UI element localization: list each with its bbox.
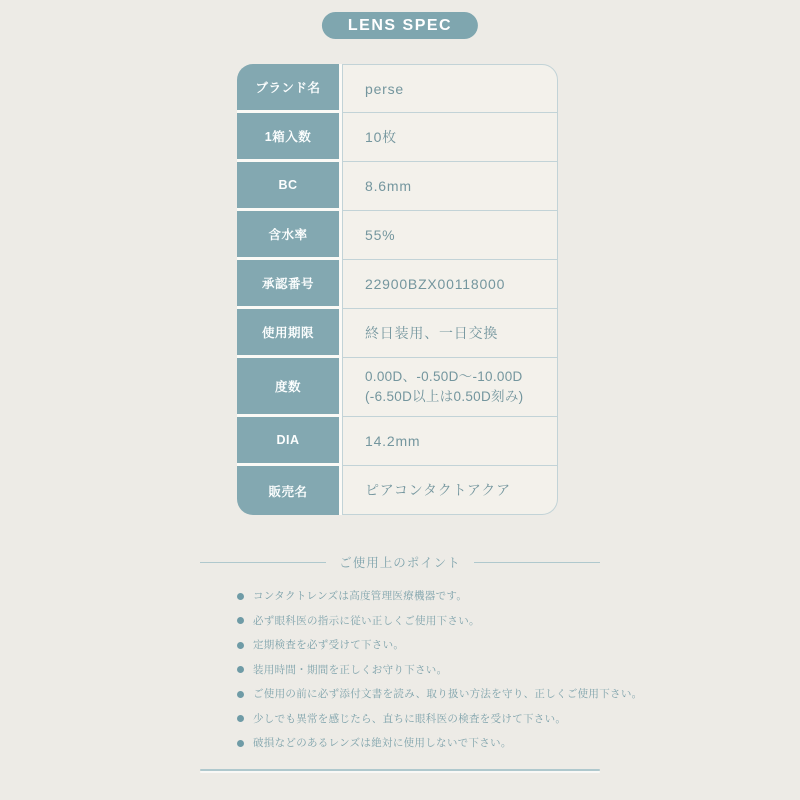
spec-label-cell: 含水率 bbox=[237, 211, 342, 260]
usage-points-header bbox=[200, 553, 600, 571]
spec-label-cell: ブランド名 bbox=[237, 64, 342, 113]
list-item bbox=[237, 589, 667, 603]
usage-points-title: ご使用上のポイント bbox=[339, 556, 461, 570]
spec-value-cell bbox=[342, 113, 558, 162]
table-row bbox=[237, 358, 558, 417]
spec-value-line: ピアコンタクトアクア bbox=[365, 482, 511, 498]
spec-value-line: 終日装用、一日交換 bbox=[365, 325, 499, 341]
lens-spec-badge-label: LENS SPEC bbox=[347, 16, 453, 34]
spec-value-cell bbox=[342, 309, 558, 358]
bottom-divider-line bbox=[200, 769, 600, 771]
spec-value-cell bbox=[342, 64, 558, 113]
table-row bbox=[237, 466, 558, 515]
table-row bbox=[237, 417, 558, 466]
list-item-text: ご使用の前に必ず添付文書を読み、取り扱い方法を守り、正しくご使用下さい。 bbox=[253, 688, 643, 700]
spec-value-cell bbox=[342, 466, 558, 515]
spec-value-cell bbox=[342, 260, 558, 309]
list-item-text: 破損などのあるレンズは絶対に使用しないで下さい。 bbox=[253, 737, 512, 749]
list-item bbox=[237, 614, 667, 628]
spec-value-line: (-6.50D以上は0.50D刻み) bbox=[365, 389, 524, 404]
bullet-dot-icon bbox=[237, 715, 244, 722]
list-item-text: 必ず眼科医の指示に従い正しくご使用下さい。 bbox=[253, 614, 480, 627]
spec-value-cell bbox=[342, 211, 558, 260]
list-item-text: コンタクトレンズは高度管理医療機器です。 bbox=[253, 590, 468, 602]
bullet-dot-icon bbox=[237, 740, 244, 747]
bullet-dot-icon bbox=[237, 642, 244, 649]
divider-line-left bbox=[200, 562, 326, 563]
list-item bbox=[237, 638, 667, 652]
bullet-dot-icon bbox=[237, 691, 244, 698]
spec-value-cell bbox=[342, 417, 558, 466]
spec-label-cell: 1箱入数 bbox=[237, 113, 342, 162]
divider-line-right bbox=[474, 562, 600, 563]
spec-table bbox=[237, 64, 558, 515]
list-item-text: 少しでも異常を感じたら、直ちに眼科医の検査を受けて下さい。 bbox=[253, 712, 567, 725]
lens-spec-badge bbox=[322, 12, 478, 39]
list-item bbox=[237, 712, 667, 726]
spec-label-cell: 承認番号 bbox=[237, 260, 342, 309]
spec-label-cell: DIA bbox=[237, 417, 342, 466]
spec-value-line: 0.00D、-0.50D〜-10.00D bbox=[365, 368, 523, 384]
table-row bbox=[237, 309, 558, 358]
list-item bbox=[237, 663, 667, 677]
spec-value-cell bbox=[342, 358, 558, 417]
usage-points-list bbox=[237, 589, 667, 761]
table-row bbox=[237, 211, 558, 260]
spec-value-line: 55% bbox=[365, 227, 396, 243]
spec-label-cell: BC bbox=[237, 162, 342, 211]
list-item bbox=[237, 736, 667, 750]
spec-value-line: perse bbox=[365, 80, 405, 97]
bullet-dot-icon bbox=[237, 666, 244, 673]
spec-label-cell: 販売名 bbox=[237, 466, 342, 515]
spec-value-cell bbox=[342, 162, 558, 211]
table-row bbox=[237, 260, 558, 309]
table-row bbox=[237, 113, 558, 162]
spec-label-cell: 度数 bbox=[237, 358, 342, 417]
bullet-dot-icon bbox=[237, 593, 244, 600]
list-item-text: 装用時間・期間を正しくお守り下さい。 bbox=[253, 663, 448, 676]
spec-value-line: 8.6mm bbox=[365, 178, 412, 194]
list-item-text: 定期検査を必ず受けて下さい。 bbox=[253, 639, 405, 651]
spec-value-line: 10枚 bbox=[365, 129, 397, 145]
table-row bbox=[237, 162, 558, 211]
bullet-dot-icon bbox=[237, 617, 244, 624]
spec-value-line: 22900BZX00118000 bbox=[365, 276, 506, 292]
table-row bbox=[237, 64, 558, 113]
spec-label-cell: 使用期限 bbox=[237, 309, 342, 358]
spec-value-line: 14.2mm bbox=[365, 433, 421, 449]
list-item bbox=[237, 687, 667, 701]
